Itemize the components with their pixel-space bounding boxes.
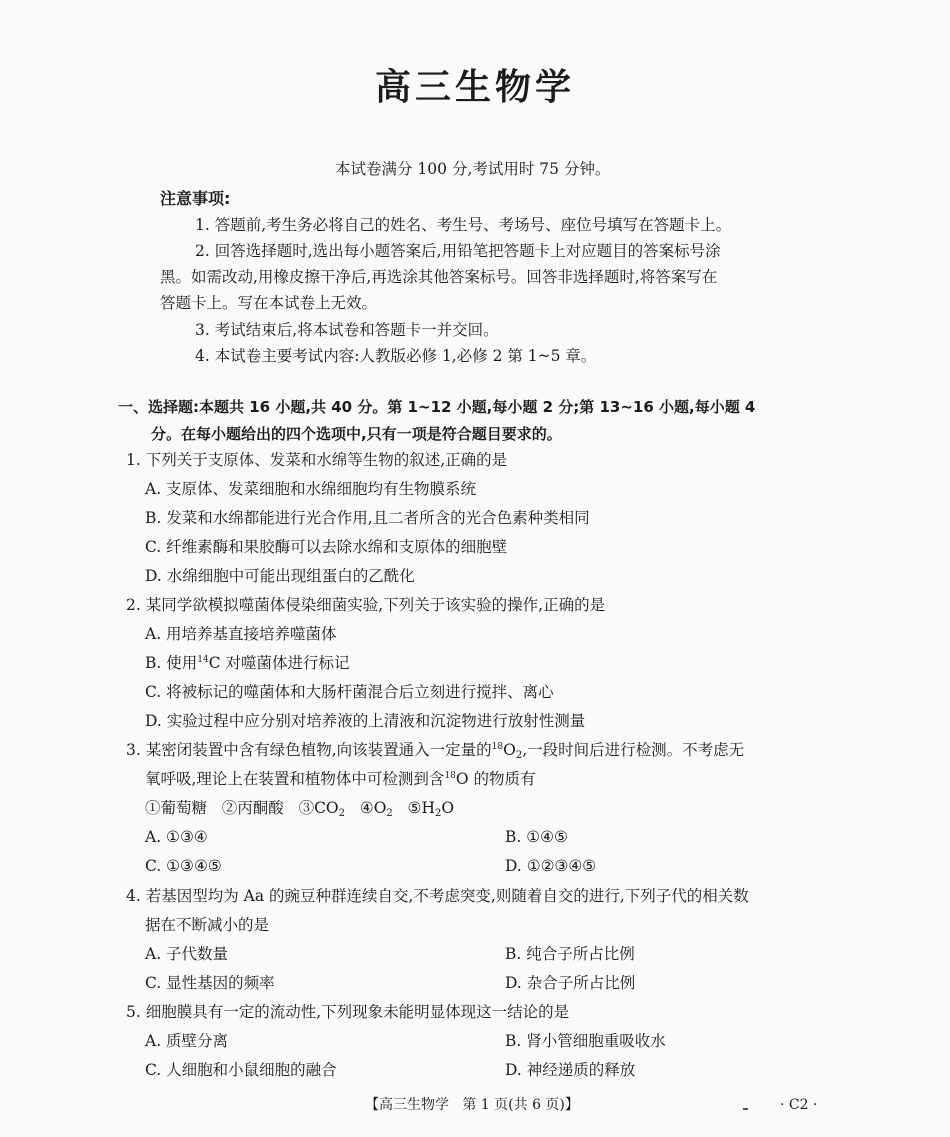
notice-item-1: 1. 答题前,考生务必将自己的姓名、考生号、考场号、座位号填写在答题卡上。 [195,216,732,234]
question-5-option-d: D. 神经递质的释放 [505,1061,636,1079]
question-1-stem: 1. 下列关于支原体、发菜和水绵等生物的叙述,正确的是 [126,451,508,469]
question-4-option-a: A. 子代数量 [145,945,229,963]
question-5-option-b: B. 肾小管细胞重吸收水 [505,1032,666,1050]
exam-intro: 本试卷满分 100 分,考试用时 75 分钟。 [335,160,611,178]
question-2-stem: 2. 某同学欲模拟噬菌体侵染细菌实验,下列关于该实验的操作,正确的是 [126,596,606,614]
question-3-option-b: B. ①④⑤ [505,828,568,846]
question-2-option-a: A. 用培养基直接培养噬菌体 [145,625,337,643]
question-3-option-a: A. ①③④ [145,828,208,846]
question-1-option-b: B. 发菜和水绵都能进行光合作用,且二者所含的光合色素种类相同 [145,509,590,527]
question-5-stem: 5. 细胞膜具有一定的流动性,下列现象未能明显体现这一结论的是 [126,1003,570,1021]
question-4-option-b: B. 纯合子所占比例 [505,945,635,963]
question-5-option-a: A. 质壁分离 [145,1032,229,1050]
question-3-stem-line-1: 3. 某密闭装置中含有绿色植物,向该装置通入一定量的$^{18}O_2$,一段时间后进行检测。不考虑无 [126,741,745,761]
page-title: 高三生物学 [374,67,575,108]
notice-item-3: 3. 考试结束后,将本试卷和答题卡一并交回。 [195,321,499,339]
notice-item-2-line-1: 2. 回答选择题时,选出每小题答案后,用铅笔把答题卡上对应题目的答案标号涂 [195,242,721,260]
question-4-option-c: C. 显性基因的频率 [145,974,275,992]
question-4-option-d: D. 杂合子所占比例 [505,974,636,992]
footer-page-info: 【高三生物学 第 1 页(共 6 页)】 [365,1097,579,1113]
question-2-option-b: B. 使用$^{14}$C 对噬菌体进行标记 [145,654,350,672]
section-heading-line-2: 分。在每小题给出的四个选项中,只有一项是符合题目要求的。 [151,425,562,443]
question-3-option-d: D. ①②③④⑤ [505,857,597,875]
question-5-option-c: C. 人细胞和小鼠细胞的融合 [145,1061,337,1079]
notice-item-2-line-2: 黑。如需改动,用橡皮擦干净后,再选涂其他答案标号。回答非选择题时,将答案写在 [160,268,718,286]
question-3-stem-line-2: 氧呼吸,理论上在装置和植物体中可检测到含$^{18}$O 的物质有 [145,770,536,788]
question-4-stem-line-2: 据在不断减小的是 [145,916,270,934]
question-3-option-c: C. ①③④⑤ [145,857,222,875]
question-1-option-a: A. 支原体、发菜细胞和水绵细胞均有生物膜系统 [145,480,477,498]
notice-item-4: 4. 本试卷主要考试内容:人教版必修 1,必修 2 第 1~5 章。 [195,347,597,365]
question-1-option-d: D. 水绵细胞中可能出现组蛋白的乙酰化 [145,567,415,585]
notice-item-2-line-3: 答题卡上。写在本试卷上无效。 [160,294,378,312]
question-4-stem-line-1: 4. 若基因型均为 Aa 的豌豆种群连续自交,不考虑突变,则随着自交的进行,下列子代的相关数 [126,887,749,905]
question-2-option-d: D. 实验过程中应分别对培养液的上清液和沉淀物进行放射性测量 [145,712,586,730]
footer-code: · C2 · [780,1097,818,1113]
question-2-option-c: C. 将被标记的噬菌体和大肠杆菌混合后立刻进行搅拌、离心 [145,683,554,701]
notice-heading: 注意事项: [160,189,231,208]
question-3-items: ①葡萄糖 ②丙酮酸 $③CO_2$ $④O_2$ $⑤H_2O$ [145,799,455,819]
footer-mark [743,1108,748,1110]
question-1-option-c: C. 纤维素酶和果胶酶可以去除水绵和支原体的细胞壁 [145,538,508,556]
section-heading-line-1: 一、选择题:本题共 16 小题,共 40 分。第 1~12 小题,每小题 2 分;第 13~16 小题,每小题 4 [118,398,756,416]
